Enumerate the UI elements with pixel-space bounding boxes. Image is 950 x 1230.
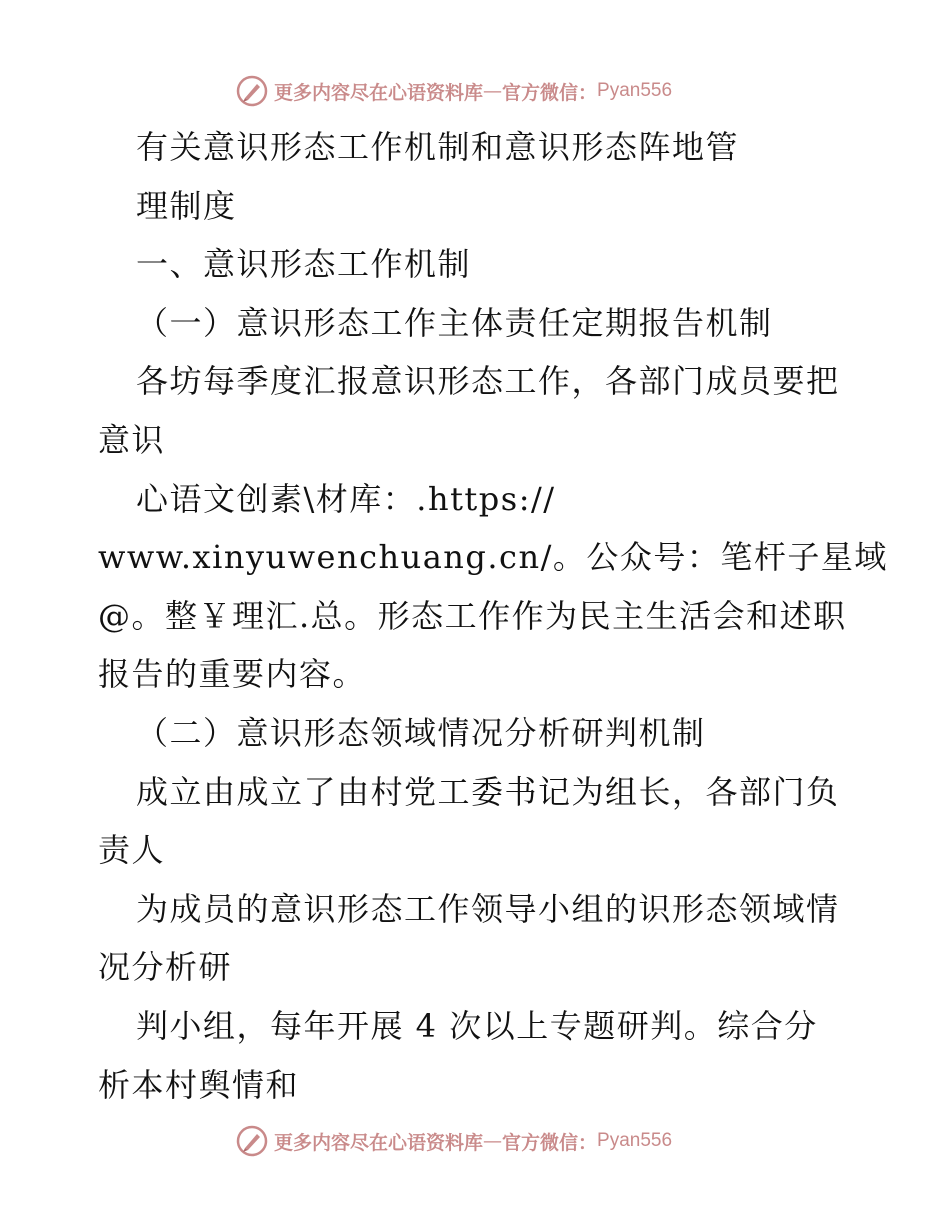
paragraph-line: www.xinyuwenchuang.cn/。公众号：笔杆子星域 xyxy=(98,538,888,577)
paragraph-line: 况分析研 xyxy=(98,948,233,987)
document-body xyxy=(98,118,888,1114)
paragraph-line: 判小组，每年开展 4 次以上专题研判。综合分 xyxy=(136,1006,818,1045)
footer-watermark xyxy=(236,1124,672,1158)
document-title-line-2: 理制度 xyxy=(136,186,237,225)
watermark-wechat-id: Pyan556 xyxy=(597,1130,673,1151)
paragraph-line: 责人 xyxy=(98,831,166,870)
header-watermark xyxy=(236,74,672,108)
paragraph-line: @。整￥理汇.总。形态工作作为民主生活会和述职 xyxy=(98,596,847,635)
section-heading: 一、意识形态工作机制 xyxy=(136,245,472,284)
paragraph-line: 为成员的意识形态工作领导小组的识形态领域情 xyxy=(136,889,840,928)
watermark-separator: — xyxy=(483,1130,503,1152)
paragraph-line: 心语文创素\材库：.https:// xyxy=(136,479,556,518)
subsection-heading-1: （一）意识形态工作主体责任定期报告机制 xyxy=(136,303,773,342)
quill-pen-logo-icon xyxy=(236,1125,268,1157)
watermark-separator: — xyxy=(483,80,503,102)
paragraph-line: 意识 xyxy=(98,420,166,459)
subsection-heading-2: （二）意识形态领域情况分析研判机制 xyxy=(136,713,706,752)
watermark-text: 更多内容尽在心语资料库 xyxy=(274,1131,484,1154)
paragraph-line: 析本村舆情和 xyxy=(98,1065,300,1104)
paragraph-line: 成立由成立了由村党工委书记为组长，各部门负 xyxy=(136,772,840,811)
document-title-line-1: 有关意识形态工作机制和意识形态阵地管 xyxy=(136,128,740,166)
watermark-wechat-label: 官方微信： xyxy=(502,81,598,104)
watermark-wechat-label: 官方微信： xyxy=(502,1131,598,1154)
watermark-wechat-id: Pyan556 xyxy=(597,80,673,101)
watermark-text: 更多内容尽在心语资料库 xyxy=(274,81,484,104)
paragraph-line: 报告的重要内容。 xyxy=(98,655,367,694)
paragraph-line: 各坊每季度汇报意识形态工作，各部门成员要把 xyxy=(136,362,840,401)
quill-pen-logo-icon xyxy=(236,75,268,107)
